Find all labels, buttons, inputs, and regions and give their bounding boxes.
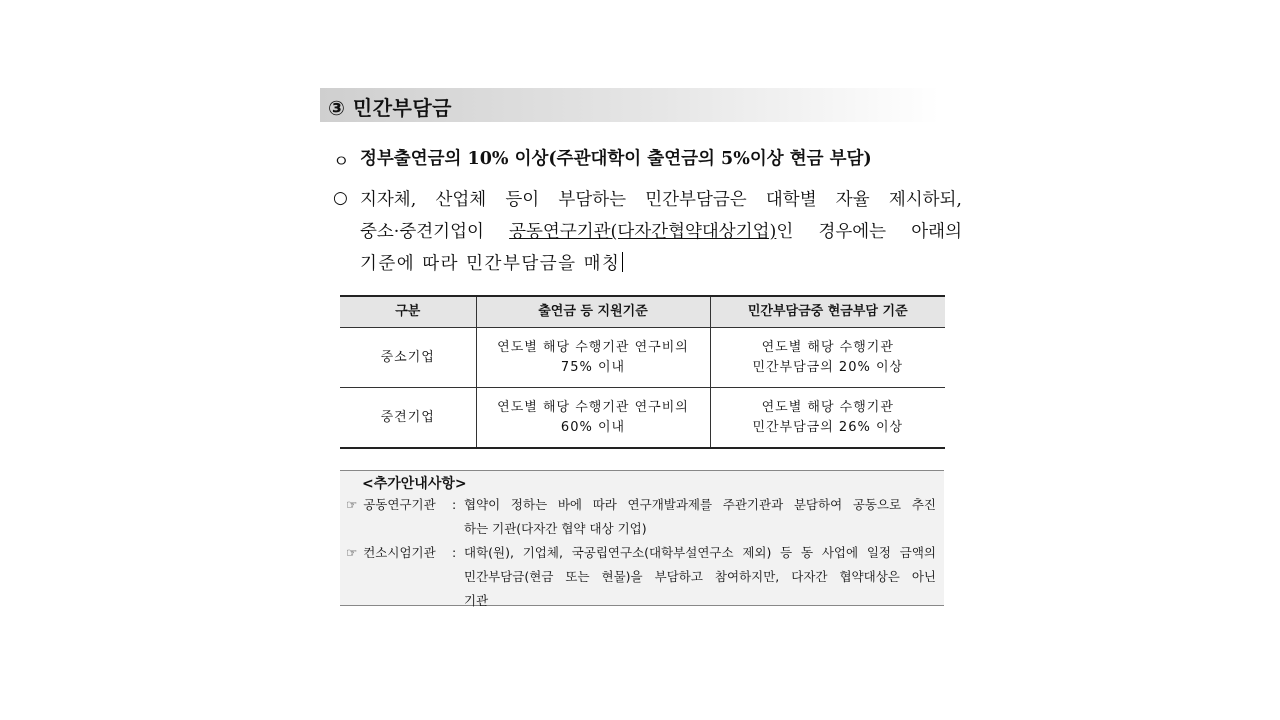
- bullet-text-line-2: [360, 218, 962, 243]
- cell-line: 민간부담금의 20% 이상: [752, 359, 904, 375]
- bullet-text-line-3: [360, 250, 623, 275]
- bullet-symbol: ㅇ: [333, 152, 350, 172]
- underlined-term: 공동연구기관(다자간협약대상기업): [509, 222, 777, 242]
- info-definition: [464, 493, 936, 541]
- bullet-text-segment: 기준에 따라 민간부담금을 매칭: [360, 254, 621, 274]
- definition-line: 기관: [464, 593, 489, 608]
- definition-line: 민간부담금(현금 또는 현물)을 부담하고 참여하지만, 다자간 협약대상은 아닌: [464, 569, 936, 584]
- cell-line: 75% 이내: [560, 359, 626, 375]
- info-title: <추가안내사항>: [362, 476, 467, 492]
- colon: :: [452, 545, 457, 560]
- definition-line: 협약이 정하는 바에 따라 연구개발과제를 주관기관과 분담하여 공동으로 추진: [464, 497, 936, 512]
- bullet-text: 정부출연금의 10% 이상(주관대학이 출연금의 5%이상 현금 부담): [360, 149, 872, 169]
- bullet-text-segment: 인 경우에는 아래의: [776, 222, 962, 242]
- cell-line: 연도별 해당 수행기관: [761, 399, 894, 415]
- cell-line: 연도별 해당 수행기관: [761, 339, 894, 355]
- section-header: [320, 88, 940, 122]
- bullet-text-line-1: 지자체, 산업체 등이 부담하는 민간부담금은 대학별 자율 제시하되,: [360, 190, 962, 210]
- colon: :: [452, 497, 457, 512]
- cell-cash: [710, 328, 945, 388]
- info-term: [346, 493, 436, 517]
- table-row: [340, 388, 945, 449]
- text-cursor: [622, 252, 623, 272]
- col-header-type: 구분: [340, 296, 476, 328]
- cell-cash: [710, 388, 945, 449]
- cell-line: 연도별 해당 수행기관 연구비의: [497, 399, 689, 415]
- table-header-row: [340, 296, 945, 328]
- col-header-cash: 민간부담금중 현금부담 기준: [710, 296, 945, 328]
- cell-line: 연도별 해당 수행기관 연구비의: [497, 339, 689, 355]
- bullet-symbol: ○: [333, 188, 348, 208]
- definition-line: 하는 기관(다자간 협약 대상 기업): [464, 521, 647, 536]
- pointing-hand-icon: ☞: [346, 497, 358, 512]
- criteria-table: [340, 295, 945, 449]
- cell-type: 중견기업: [340, 388, 476, 449]
- cell-line: 민간부담금의 26% 이상: [752, 419, 904, 435]
- pointing-hand-icon: ☞: [346, 545, 358, 560]
- cell-support: [476, 328, 710, 388]
- term-label: 공동연구기관: [363, 497, 436, 512]
- additional-info-box: [340, 470, 944, 606]
- section-title: ③ 민간부담금: [328, 96, 452, 120]
- definition-line: 대학(원), 기업체, 국공립연구소(대학부설연구소 제외) 등 동 사업에 일정 금액의: [464, 545, 936, 560]
- table-row: [340, 328, 945, 388]
- cell-type: 중소기업: [340, 328, 476, 388]
- term-label: 컨소시엄기관: [363, 545, 436, 560]
- bullet-text-segment: 중소·중견기업이: [360, 222, 510, 242]
- col-header-support: 출연금 등 지원기준: [476, 296, 710, 328]
- info-definition: [464, 541, 936, 613]
- cell-line: 60% 이내: [560, 419, 626, 435]
- info-term: [346, 541, 436, 565]
- cell-support: [476, 388, 710, 449]
